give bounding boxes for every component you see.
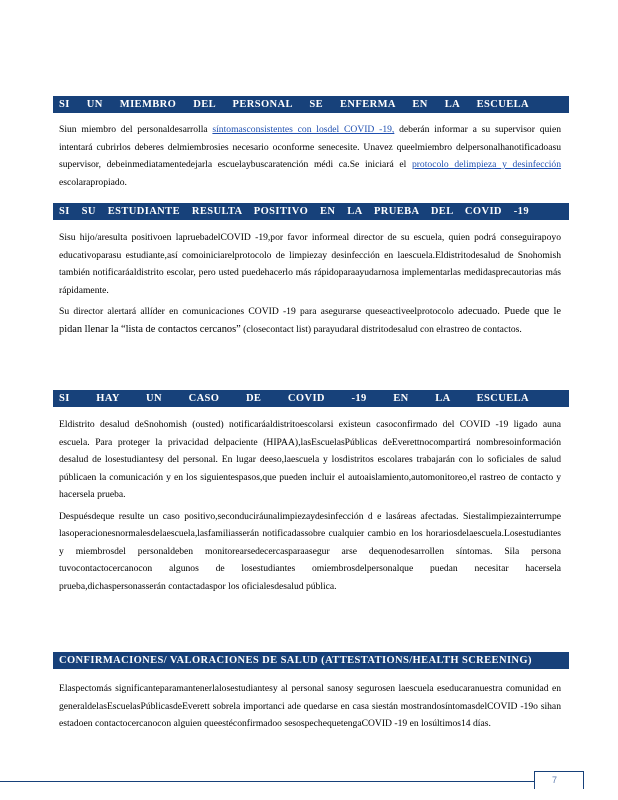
text-run: escolarapropiado.	[59, 176, 127, 188]
text-run: adecuado. Puede que le pidan llenar la “lista de contactos cercanos”	[59, 306, 561, 335]
section-body-attestations	[59, 680, 561, 733]
text-run: (closecontact list) parayudaral distritodesalud con elrastreo de contactos.	[240, 323, 522, 335]
text-run: deberán informar a su supervisor quien intentará cubrirlos deberes delmiembrosies necesario oconforme senecesite. Unavez queelmiembro delpersonalhanotificadoasu supervisor, debeinmediatamentedejarla escuelaybuscaratención médi ca.Se iniciará el	[59, 124, 562, 170]
footer-rule	[0, 781, 534, 782]
symptoms-link[interactable]: síntomasconsistentes con losdel COVID -19,	[212, 124, 395, 135]
paragraph: Sisu hijo/aresulta positivoen lapruebadelCOVID -19,por favor informeal director de su escuela, quien podrá conseguirapoyo educativoparasu estudiante,así comoiniciarelprotocolo de limpiezay desinfección en laescuela.Eldistritodesalud de Snohomish también notificaráaldistrito escolar, pero usted puedehacerlo más rápidoparaayudarnosa implementarlas medidasprecautorias más rápidamente.	[59, 232, 561, 296]
section-body-case-at-school	[59, 416, 561, 595]
cleaning-protocol-link[interactable]: protocolo delimpieza y desinfección	[411, 159, 562, 170]
paragraph: Elaspectomás significanteparamantenerlalosestudiantesy al personal sanosy segurosen laescuela eseducaranuestra comunidad en generaldelasEscuelasPúblicasdeEverett sobrela importanci ade quedarse en casa siestán mostrandosíntomasdelCOVID -19o sihan estadoen contactocercanocon alguien queestéconfirmadoo sesospechequetengaCOVID -19 en losúltimos14 días.	[59, 683, 561, 729]
page-number-box	[534, 771, 584, 789]
page-number: 7	[552, 775, 558, 785]
section-body-staff-sick	[59, 121, 561, 191]
section-heading-staff-sick: SI UN MIEMBRO DEL PERSONAL SE ENFERMA EN LA ESCUELA	[53, 96, 569, 113]
paragraph	[59, 121, 561, 191]
text-run: Siun miembro del personaldesarrolla	[59, 124, 213, 135]
section-heading-case-at-school: SI HAY UN CASO DE COVID -19 EN LA ESCUELA	[53, 390, 569, 407]
paragraph: Eldistrito desalud deSnohomish (ousted) notificaráaldistritoescolarsi existeun casoconfirmado del COVID -19 ligado auna escuela. Para proteger la privacidad delpaciente (HIPAA),lasEscuelasPúblicas deEverettnocompartirá nombresoinformación desalud de losestudiantesy del personal. En lugar deeso,laescuela y losdistritos escolares trabajarán con lo soficiales de salud públicaen la comunicación y en los siguientespasos,que pueden incluir el autoaislamiento,automonitoreo,el rastreo de contacto y hacersela prueba.	[59, 419, 561, 500]
section-heading-student-positive: SI SU ESTUDIANTE RESULTA POSITIVO EN LA PRUEBA DEL COVID -19	[53, 203, 569, 220]
paragraph: Despuésdeque resulte un caso positivo,seconduciráunalimpiezaydesinfección d e lasáreas afectadas. Siestalimpiezainterrumpe lasoperacionesnormalesdelaescuela,lasfamiliasserán notificadassobre cualquier cambio en los horariosdelaescuela.Losestudiantes y miembrosdel personaldeben monitorearsedecercasparaasegur arse dequenodesarrollen síntomas. Sila persona tuvocontactocercanocon algunos de losestudiantes omiembrosdelpersonalque puedan necesitar hacersela prueba,dichaspersonasserán contactadaspor los oficialesdesalud pública.	[59, 510, 561, 592]
paragraph	[59, 303, 561, 338]
section-heading-attestations: CONFIRMACIONES/ VALORACIONES DE SALUD (ATTESTATIONS/HEALTH SCREENING)	[53, 652, 569, 669]
section-body-student-positive	[59, 229, 561, 338]
text-run: Su director alertará allíder en comunicaciones COVID -19 para asegurarse queseactiveelprotocolo	[59, 306, 459, 317]
